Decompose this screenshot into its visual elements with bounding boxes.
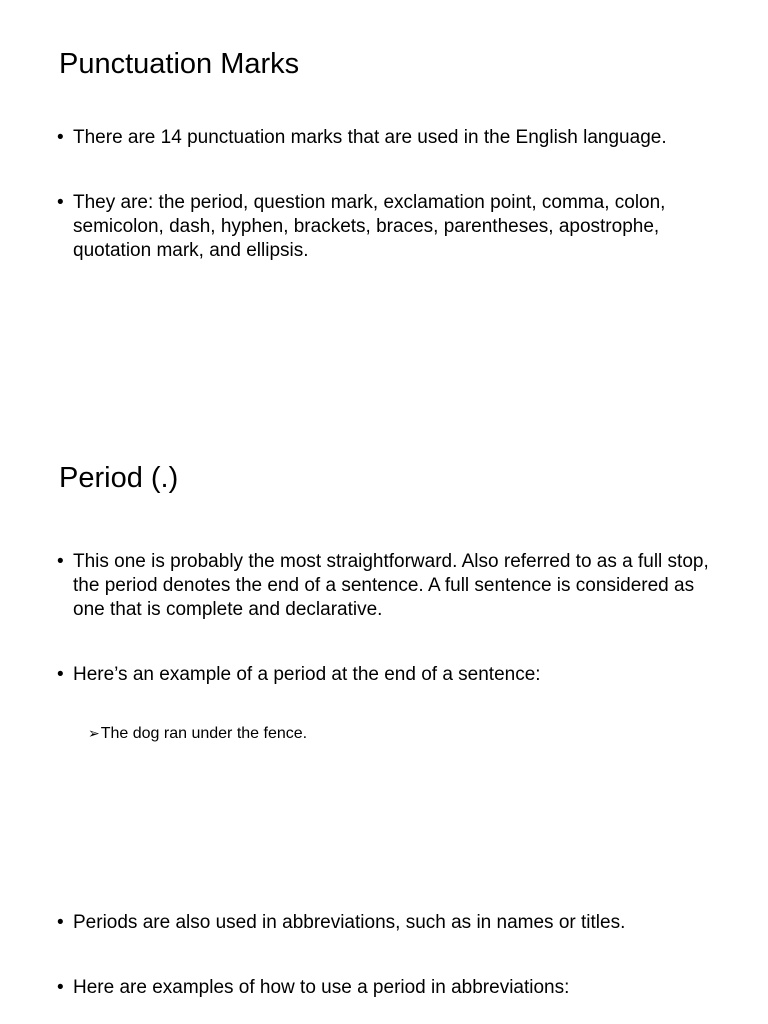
bullet-text: There are 14 punctuation marks that are used in the English language. [73, 127, 667, 148]
bullet-dot-icon: • [57, 127, 64, 148]
bullet-dot-icon: • [57, 912, 64, 933]
example-text: The dog ran under the fence. [100, 725, 308, 742]
bullet-dot-icon: • [57, 551, 64, 572]
bullet-text: Here are examples of how to use a period in abbreviations: [73, 977, 570, 998]
bullet-dot-icon: • [57, 664, 64, 685]
example-sentence [88, 723, 307, 744]
bullet-item [57, 976, 727, 1000]
bullet-item [57, 911, 727, 935]
bullet-item [57, 191, 677, 263]
bullet-item [57, 126, 727, 150]
bullet-text: Here’s an example of a period at the end of a sentence: [73, 664, 541, 685]
bullet-text: They are: the period, question mark, exclamation point, comma, colon, semicolon, dash, hyphen, brackets, braces, parentheses, apostrophe, quotation mark, and ellipsis. [73, 192, 666, 261]
bullet-text: This one is probably the most straightforward. Also referred to as a full stop, the period denotes the end of a sentence. A full sentence is considered as one that is complete and declarative. [73, 551, 709, 620]
bullet-text: Periods are also used in abbreviations, such as in names or titles. [73, 912, 626, 933]
slide-title-punctuation-marks: Punctuation Marks [59, 48, 300, 80]
bullet-dot-icon: • [57, 977, 64, 998]
slide-title-period: Period (.) [59, 462, 179, 494]
bullet-item [57, 663, 727, 687]
bullet-item [57, 550, 717, 622]
bullet-dot-icon: • [57, 192, 64, 213]
arrow-bullet-icon: ➢ [88, 725, 100, 741]
